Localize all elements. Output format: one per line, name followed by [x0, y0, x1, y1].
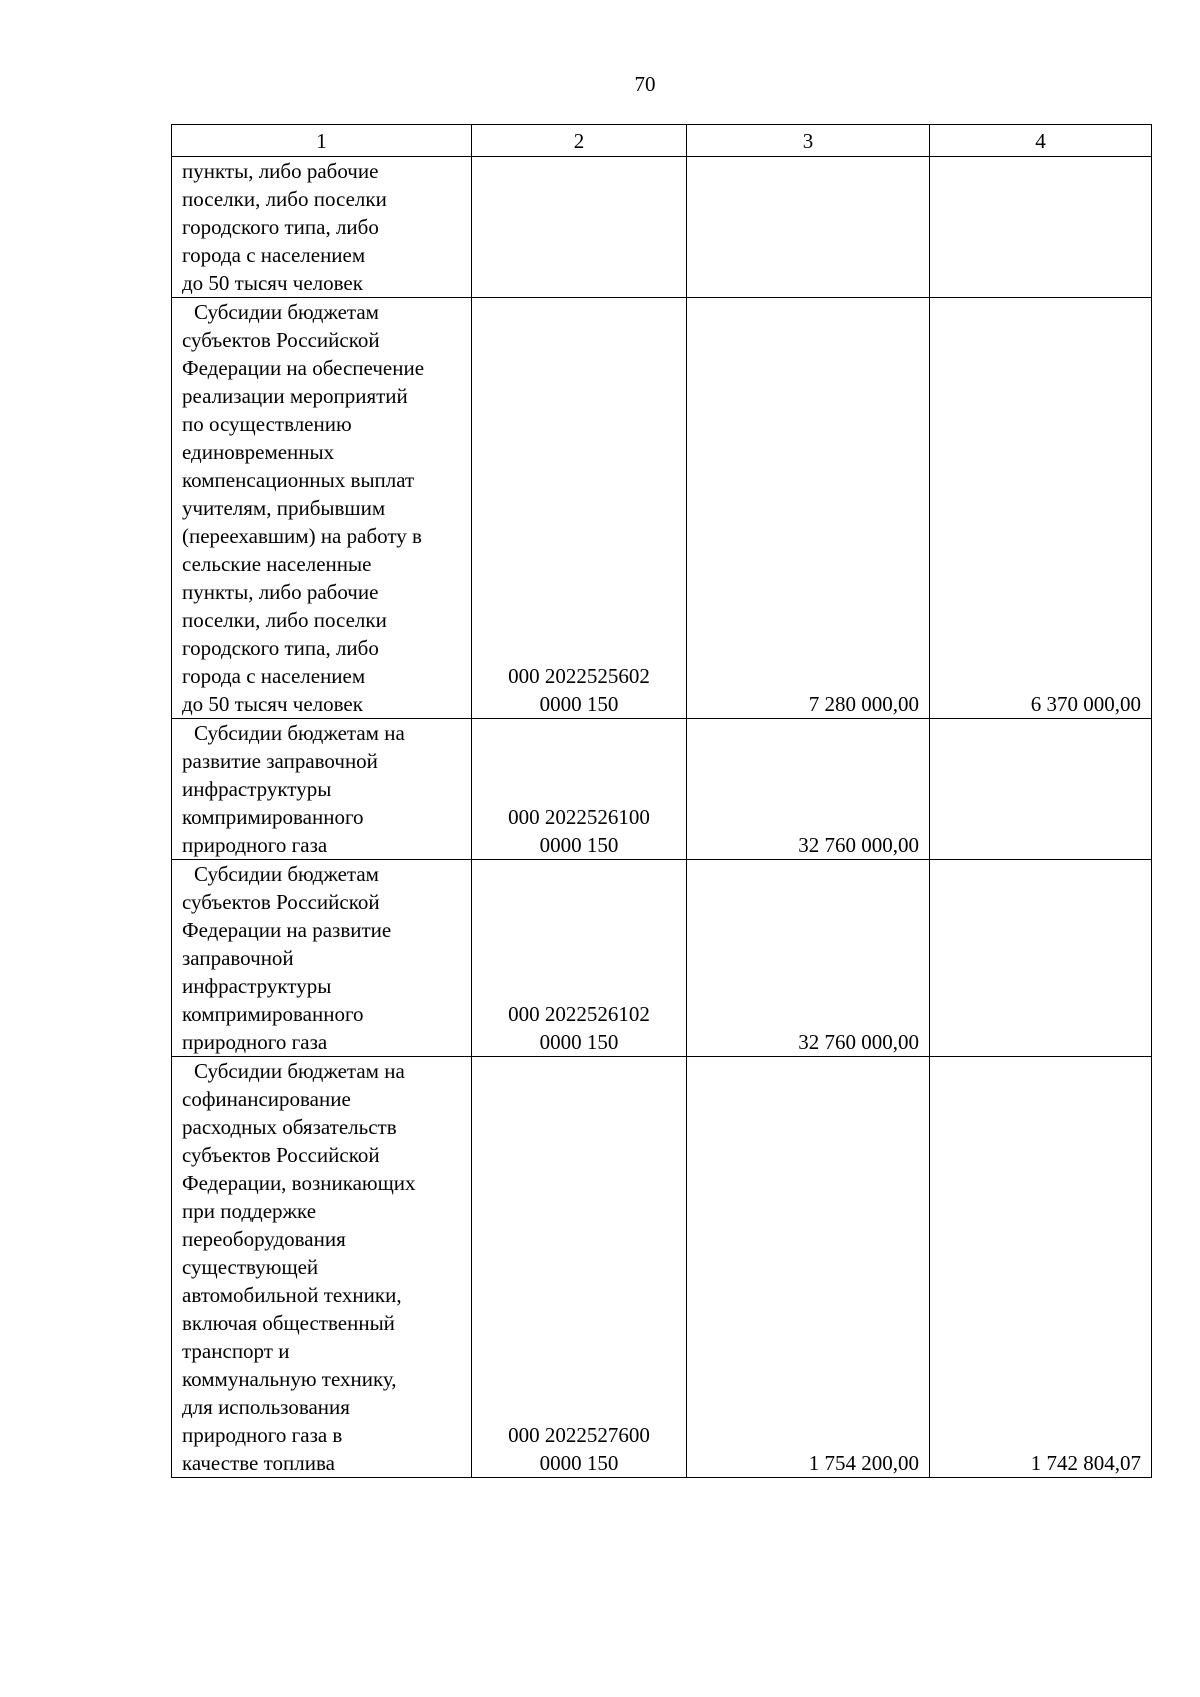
table-row [172, 298, 1152, 719]
row-amount-fact-cell: 6 370 000,00 [930, 298, 1152, 719]
row-amount-plan-cell: 7 280 000,00 [687, 298, 930, 719]
table-row [172, 1057, 1152, 1478]
row-amount-fact-cell: 1 742 804,07 [930, 1057, 1152, 1478]
row-amount-plan-cell: 1 754 200,00 [687, 1057, 930, 1478]
row-code-cell: 000 2022527600 0000 150 [472, 1057, 687, 1478]
row-code-cell [472, 157, 687, 298]
table-row [172, 157, 1152, 298]
row-name-cell: Субсидии бюджетам на софинансирование расходных обязательств субъектов Российской Федерации, возникающих при поддержке переоборудования существующей автомобильной техники, включая общественный транспорт и коммунальную технику, для использования природного газа в качестве топлива [172, 1057, 472, 1478]
row-name-cell: Субсидии бюджетам субъектов Российской Федерации на развитие заправочной инфраструктуры компримированного природного газа [172, 860, 472, 1057]
table-header-row [172, 125, 1152, 157]
row-code-cell: 000 2022526100 0000 150 [472, 719, 687, 860]
row-name-cell: пункты, либо рабочие поселки, либо поселки городского типа, либо города с населением до 50 тысяч человек [172, 157, 472, 298]
header-cell-1: 1 [172, 125, 472, 157]
row-amount-fact-cell [930, 860, 1152, 1057]
row-amount-fact-cell [930, 157, 1152, 298]
row-code-cell: 000 2022526102 0000 150 [472, 860, 687, 1057]
header-cell-2: 2 [472, 125, 687, 157]
row-code-cell: 000 2022525602 0000 150 [472, 298, 687, 719]
row-amount-plan-cell: 32 760 000,00 [687, 860, 930, 1057]
row-name-cell: Субсидии бюджетам субъектов Российской Федерации на обеспечение реализации мероприятий по осуществлению единовременных компенсационных выплат учителям, прибывшим (переехавшим) на работу в сельские населенные пункты, либо рабочие поселки, либо поселки городского типа, либо города с населением до 50 тысяч человек [172, 298, 472, 719]
header-cell-4: 4 [930, 125, 1152, 157]
header-cell-3: 3 [687, 125, 930, 157]
row-amount-plan-cell: 32 760 000,00 [687, 719, 930, 860]
table-row [172, 860, 1152, 1057]
page-number: 70 [634, 72, 656, 96]
budget-table [171, 124, 1152, 1478]
table-row [172, 719, 1152, 860]
row-amount-fact-cell [930, 719, 1152, 860]
row-amount-plan-cell [687, 157, 930, 298]
row-name-cell: Субсидии бюджетам на развитие заправочной инфраструктуры компримированного природного газа [172, 719, 472, 860]
